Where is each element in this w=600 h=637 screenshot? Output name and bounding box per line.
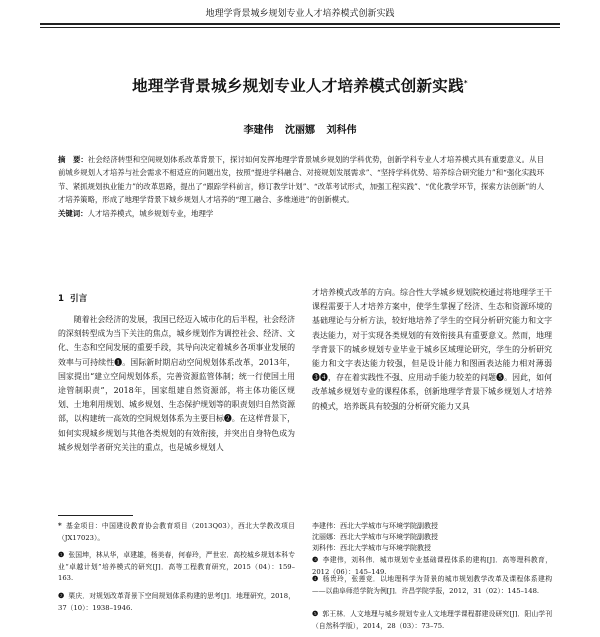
footnote-mark: ❺ bbox=[312, 609, 319, 618]
body-column-left bbox=[58, 313, 295, 455]
body-column-right bbox=[312, 286, 552, 414]
article-title bbox=[40, 74, 560, 96]
footnote-item bbox=[58, 520, 295, 544]
footnote-item bbox=[58, 549, 295, 585]
footnote-mark: ❹ bbox=[312, 574, 319, 583]
footnote-text: 张国坤，林从华，卓建雄，杨美春，何春玲，严世宏．高校城乡规划本科专业“卓越计划”培养模式的研究[J]．高等工程教育研究，2015（04）：159–163. bbox=[58, 551, 296, 583]
header-rule-thin bbox=[40, 27, 560, 28]
footnotes-right-cont2 bbox=[312, 608, 552, 637]
body-paragraph: 随着社会经济的发展，我国已经迈入城市化的后半程，社会经济的深刻转型成为当下关注的焦点，城乡规划作为调控社会、经济、文化、生态和空间发展的重要手段，其导向决定着城乡各项事业发展的效率与可持续性❶。国际新时期启动空间规划体系改革，2013年，国家提出“建立空间规划体系，完善资源监管体制；统一行使国土用途管制职责”，2018年，国家组建自然资源部，将主体功能区规划、土地利用规划、城乡规划、生态保护规划等的职责划归自然资源部，以构建统一高效的空间规划体系为主要目标❷。在这样背景下，如何实现城乡规划与其他各类规划的有效衔接，并突出自身特色成为城乡规划学者研究关注的重点，也是城乡规划人 bbox=[58, 315, 295, 452]
footnote-mark: ❸ bbox=[312, 555, 319, 564]
keywords-label: 关键词： bbox=[58, 208, 88, 218]
footnotes-left bbox=[58, 520, 295, 619]
keywords-text: 人才培养模式，城乡规划专业，地理学 bbox=[87, 208, 214, 218]
footnote-item bbox=[312, 573, 552, 597]
abstract bbox=[58, 153, 544, 220]
footnote-text: 基金项目：中国建设教育协会教育项目（2013Q03），西北大学教改项目（JX17023）。 bbox=[58, 522, 295, 542]
footnote-text: 杨贵玲，张莲竞．以地理科学为背景的城市规划教学改革及课程体系建构——以曲阜师范学院为例[J]．许昌学院学报，2012，31（02）：145–148. bbox=[312, 575, 553, 595]
footnote-text: 郭王林．人文地理与城乡规划专业人文地理学课程群建设研究[J]．阳山学刊（自然科学版），2014，28（03）：73–75. bbox=[312, 610, 552, 630]
author-name: 刘科伟 bbox=[326, 125, 357, 136]
author-list bbox=[40, 121, 560, 136]
section-number: 1 bbox=[58, 294, 64, 304]
abstract-label: 摘 要： bbox=[58, 155, 88, 164]
footnote-item bbox=[58, 590, 295, 614]
section-title: 引言 bbox=[69, 294, 88, 304]
title-footnote-mark: * bbox=[463, 78, 468, 87]
footnote-text: 李建伟，刘科伟．城市规划专业基础课程体系的建构[J]．高等理科教育，2012（06）：145–149. bbox=[312, 556, 552, 576]
author-name: 李建伟 bbox=[243, 125, 274, 136]
footnotes-right-cont bbox=[312, 573, 552, 602]
footnote-mark: ❷ bbox=[58, 590, 65, 600]
affiliation-line: 李建伟：西北大学城市与环境学院副教授 bbox=[312, 522, 438, 530]
footnote-mark: ❶ bbox=[58, 550, 65, 560]
abstract-text: 社会经济转型和空间规划体系改革背景下，探讨如何发挥地理学背景城乡规划的学科优势，创新学科专业人才培养模式具有重要意义。从目前城乡规划人才培养与社会需求不相适应的问题出发，按照“提进学科融合、对接规划发展需求”、“坚持学科优势、培养综合研究能力”和“强化实践环节、紧抓规划执业能力”的改革思路，提出了“跟踪学科前言，修订教学计划”、“改革考试形式，加强工程实践”、“优化教学环节，探索方法创新”的人才培养策略，形成了地理学背景下城乡规划人才培养的“理工融合、多维递进”的创新模式。 bbox=[58, 155, 544, 205]
author-name: 沈丽娜 bbox=[285, 125, 315, 136]
running-header: 地理学背景城乡规划专业人才培养模式创新实践 bbox=[205, 9, 395, 19]
footnote-text: 栗庆．对规划改革背景下空间规划体系构建的思考[J]．地理研究，2018，37（10）：1938–1946. bbox=[58, 591, 295, 612]
footnote-item bbox=[312, 608, 552, 632]
section-heading bbox=[58, 292, 87, 304]
affiliation-line: 沈丽娜：西北大学城市与环境学院副教授 bbox=[312, 533, 438, 541]
header-rule bbox=[40, 23, 560, 25]
article-title-text: 地理学背景城乡规划专业人才培养模式创新实践 bbox=[132, 77, 464, 95]
footnote-mark: * bbox=[58, 521, 62, 530]
footnote-rule-left bbox=[58, 515, 133, 516]
body-paragraph: 才培养模式改革的方向。综合性大学城乡规划院校通过将地理学王干课程需要于人才培养方案中，使学生掌握了经济、生态和资源环境的基础理论与分析方法，较好地培养了学生的空间分析研究能力和文字表达能力，对于实现各类规划的有效衔接具有重要意义。然而，地理学背景下的城乡规划专业毕业于城乡区域理论研究，学生的分析研究能力和文字表达能力较强，但是设计能力和图画表达能力相对薄弱❸❹，存在着实践性不强、应用动手能力较差的问题❺。因此，如何改革城乡规划专业的课程体系，创新地理学背景下城乡规划人才培养的模式，培养既具有较强的分析研究能力又具 bbox=[312, 288, 552, 411]
affiliation-line: 刘科伟：西北大学城市与环境学院教授 bbox=[312, 544, 431, 552]
